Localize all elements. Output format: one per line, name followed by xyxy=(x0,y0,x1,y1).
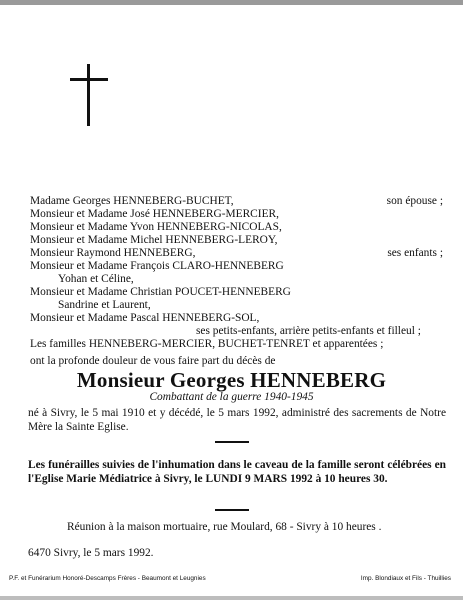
deceased-name: Monsieur Georges HENNEBERG xyxy=(76,368,387,392)
family-line-4: Monsieur et Madame Michel HENNEBERG-LEROY, xyxy=(30,234,278,246)
family-line-8: Monsieur et Madame Christian POUCET-HENNEBERG xyxy=(30,286,291,298)
family-line-2: Monsieur et Madame José HENNEBERG-MERCIER, xyxy=(30,208,279,220)
family-line-1: Madame Georges HENNEBERG-BUCHET, xyxy=(30,195,234,207)
top-border xyxy=(0,0,463,5)
family-line-12: Les familles HENNEBERG-MERCIER, BUCHET-TENRET et apparentées ; xyxy=(30,338,384,350)
family-line-7: Yohan et Céline, xyxy=(58,273,134,285)
birth-death-text: né à Sivry, le 5 mai 1910 et y décédé, le 5 mars 1992, administré des sacrements de Notre Mère la Sainte Eglise. xyxy=(28,407,446,433)
relation-children: ses enfants ; xyxy=(387,247,443,259)
family-line-11: ses petits-enfants, arrière petits-enfants et filleul ; xyxy=(196,325,421,337)
divider-1 xyxy=(215,441,249,443)
family-line-10: Monsieur et Madame Pascal HENNEBERG-SOL, xyxy=(30,312,260,324)
footer-funeral-home: P.F. et Funérarium Honoré-Descamps Frères - Beaumont et Leugnies xyxy=(9,575,206,582)
family-line-6: Monsieur et Madame François CLARO-HENNEBERG xyxy=(30,260,284,272)
cross-icon xyxy=(70,64,108,126)
place-date: 6470 Sivry, le 5 mars 1992. xyxy=(28,547,154,559)
relation-spouse: son épouse ; xyxy=(386,195,443,207)
family-line-9: Sandrine et Laurent, xyxy=(58,299,151,311)
meeting-text: Réunion à la maison mortuaire, rue Moulard, 68 - Sivry à 10 heures . xyxy=(67,521,382,533)
family-line-5: Monsieur Raymond HENNEBERG, xyxy=(30,247,196,259)
deceased-subtitle: Combattant de la guerre 1940-1945 xyxy=(149,391,314,403)
funeral-text: Les funérailles suivies de l'inhumation dans le caveau de la famille seront célébrées en l'Eglise Marie Médiatrice à Sivry, le LUNDI 9 MARS 1992 à 10 heures 30. xyxy=(28,459,446,485)
footer-printer: Imp. Blondiaux et Fils - Thuillies xyxy=(360,575,451,582)
divider-2 xyxy=(215,509,249,511)
bottom-border xyxy=(0,596,463,600)
family-line-3: Monsieur et Madame Yvon HENNEBERG-NICOLAS, xyxy=(30,221,282,233)
announcement-text: ont la profonde douleur de vous faire part du décès de xyxy=(30,355,276,367)
